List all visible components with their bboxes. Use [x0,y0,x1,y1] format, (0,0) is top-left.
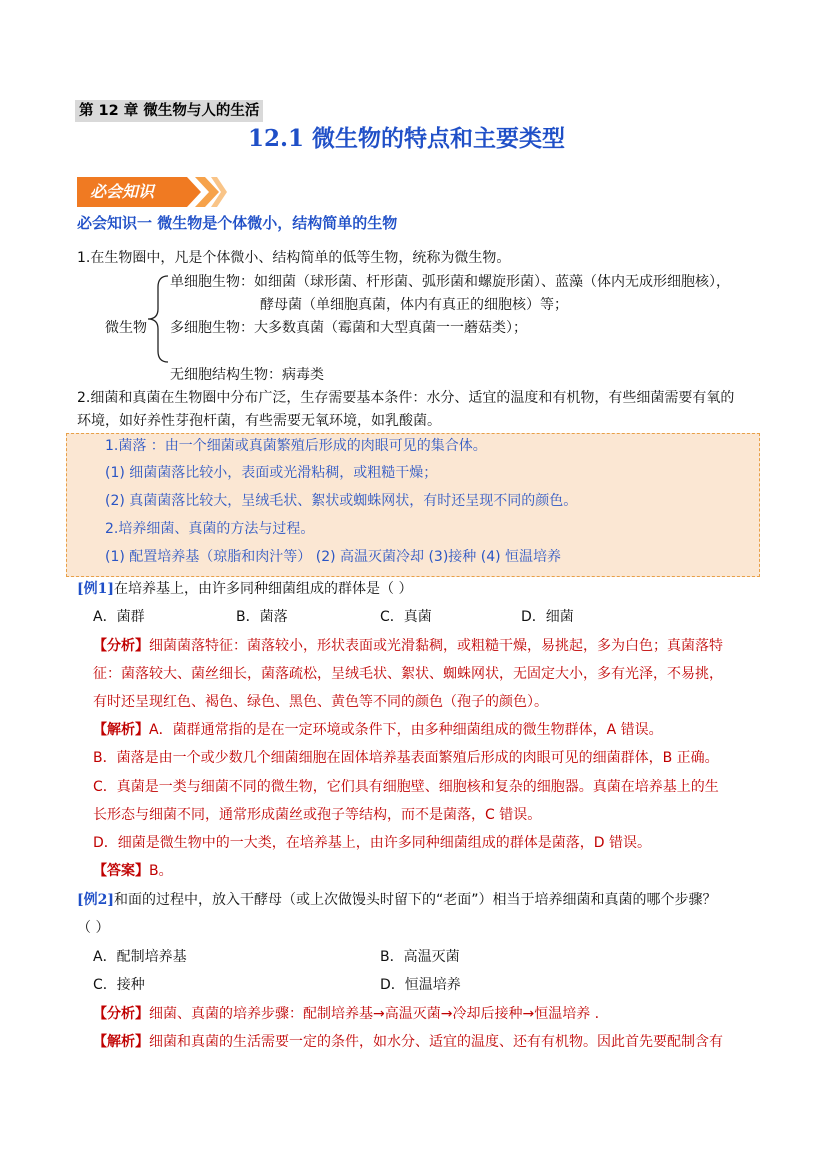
paragraph-2-line1: 2.细菌和真菌在生物圈中分布广泛，生存需要基本条件：水分、适宜的温度和有机物，有些细菌需要有氧的 [77,390,735,406]
example1-option-b: B．菌落 [236,609,288,625]
example1-solution-line4: 长形态与细菌不同，通常形成菌丝或孢子等结构，而不是菌落，C 错误。 [93,807,542,823]
example1-solution-line1 [93,720,663,740]
analysis-text: 细菌菌落特征：菌落较小，形状表面或光滑黏稠，或粗糙干燥，易挑起，多为白色；真菌落特 [149,638,723,654]
paragraph-1: 1.在生物圈中，凡是个体微小、结构简单的低等生物，统称为微生物。 [77,250,511,266]
example2-option-a: A．配制培养基 [93,949,187,965]
example1-option-c: C．真菌 [380,609,432,625]
analysis-text: 细菌、真菌的培养步骤：配制培养基→高温灭菌→冷却后接种→恒温培养 . [149,1006,600,1022]
example1-analysis-line1 [93,636,723,656]
example1-question [77,579,412,599]
example2-option-c: C．接种 [93,977,145,993]
note-line-4: 2.培养细菌、真菌的方法与过程。 [105,521,315,537]
note-line-5: (1) 配置培养基（琼脂和肉汁等） (2) 高温灭菌冷却 (3)接种 (4) 恒温培养 [105,549,562,565]
example2-analysis [93,1004,599,1024]
example2-question-line1 [77,890,717,910]
solution-text: 细菌和真菌的生活需要一定的条件，如水分、适宜的温度、还有有机物。因此首先要配制含有 [149,1034,723,1050]
example1-analysis-line3: 有时还呈现红色、褐色、绿色、黑色、黄色等不同的颜色（孢子的颜色）。 [93,694,548,710]
example2-label: [例2] [77,892,114,908]
solution-tag: 【解析】 [93,1034,149,1050]
classification-label: 微生物 [105,320,147,336]
example2-text: 和面的过程中，放入干酵母（或上次做馒头时留下的“老面”）相当于培养细菌和真菌的哪个步骤？ [114,892,717,908]
page-title: 12.1 微生物的特点和主要类型 [248,125,566,152]
banner-label: 必会知识 [90,182,155,201]
paragraph-2-line2: 环境，如好养性芽孢杆菌，有些需要无氧环境，如乳酸菌。 [77,413,441,429]
note-line-2: (1) 细菌菌落比较小，表面或光滑粘稠，或粗糙干燥； [105,465,438,481]
example1-option-a: A．菌群 [93,609,145,625]
example1-option-d: D．细菌 [521,609,574,625]
answer-text: B。 [149,863,173,879]
solution-text: A．菌群通常指的是在一定环境或条件下，由多种细菌组成的微生物群体，A 错误。 [149,722,663,738]
example1-text: 在培养基上，由许多同种细菌组成的群体是（ ） [114,581,413,597]
branch-acellular: 无细胞结构生物：病毒类 [170,367,324,383]
example1-answer [93,861,173,881]
chapter-heading: 第 12 章 微生物与人的生活 [75,100,263,122]
answer-tag: 【答案】 [93,863,149,879]
example1-solution-line2: B．菌落是由一个或少数几个细菌细胞在固体培养基表面繁殖后形成的肉眼可见的细菌群体，B 正确。 [93,750,719,766]
example2-option-b: B．高温灭菌 [380,949,460,965]
example2-solution-line1 [93,1032,723,1052]
example2-question-line2: （ ） [77,920,110,936]
section-heading: 必会知识一 微生物是个体微小，结构简单的生物 [77,214,398,232]
branch-unicellular-cont: 酵母菌（单细胞真菌，体内有真正的细胞核）等； [260,297,568,313]
analysis-tag: 【分析】 [93,1006,149,1022]
example1-analysis-line2: 征：菌落较大、菌丝细长，菌落疏松，呈绒毛状、絮状、蜘蛛网状，无固定大小，多有光泽，不易挑， [93,666,723,682]
example1-solution-line3: C．真菌是一类与细菌不同的微生物，它们具有细胞壁、细胞核和复杂的细胞器。真菌在培养基上的生 [93,779,719,795]
note-line-1: 1.菌落 ：由一个细菌或真菌繁殖后形成的肉眼可见的集合体。 [105,438,487,454]
branch-unicellular: 单细胞生物：如细菌（球形菌、杆形菌、弧形菌和螺旋形菌）、蓝藻（体内无成形细胞核）， [170,274,730,290]
analysis-tag: 【分析】 [93,638,149,654]
branch-multicellular: 多细胞生物：大多数真菌（霉菌和大型真菌一一蘑菇类）； [170,320,527,336]
example1-label: [例1] [77,581,114,597]
note-line-3: (2) 真菌菌落比较大，呈绒毛状、絮状或蜘蛛网状，有时还呈现不同的颜色。 [105,493,578,509]
example2-option-d: D．恒温培养 [380,977,461,993]
example1-solution-line5: D．细菌是微生物中的一大类，在培养基上，由许多同种细菌组成的群体是菌落，D 错误。 [93,835,652,851]
solution-tag: 【解析】 [93,722,149,738]
left-brace [146,275,170,363]
